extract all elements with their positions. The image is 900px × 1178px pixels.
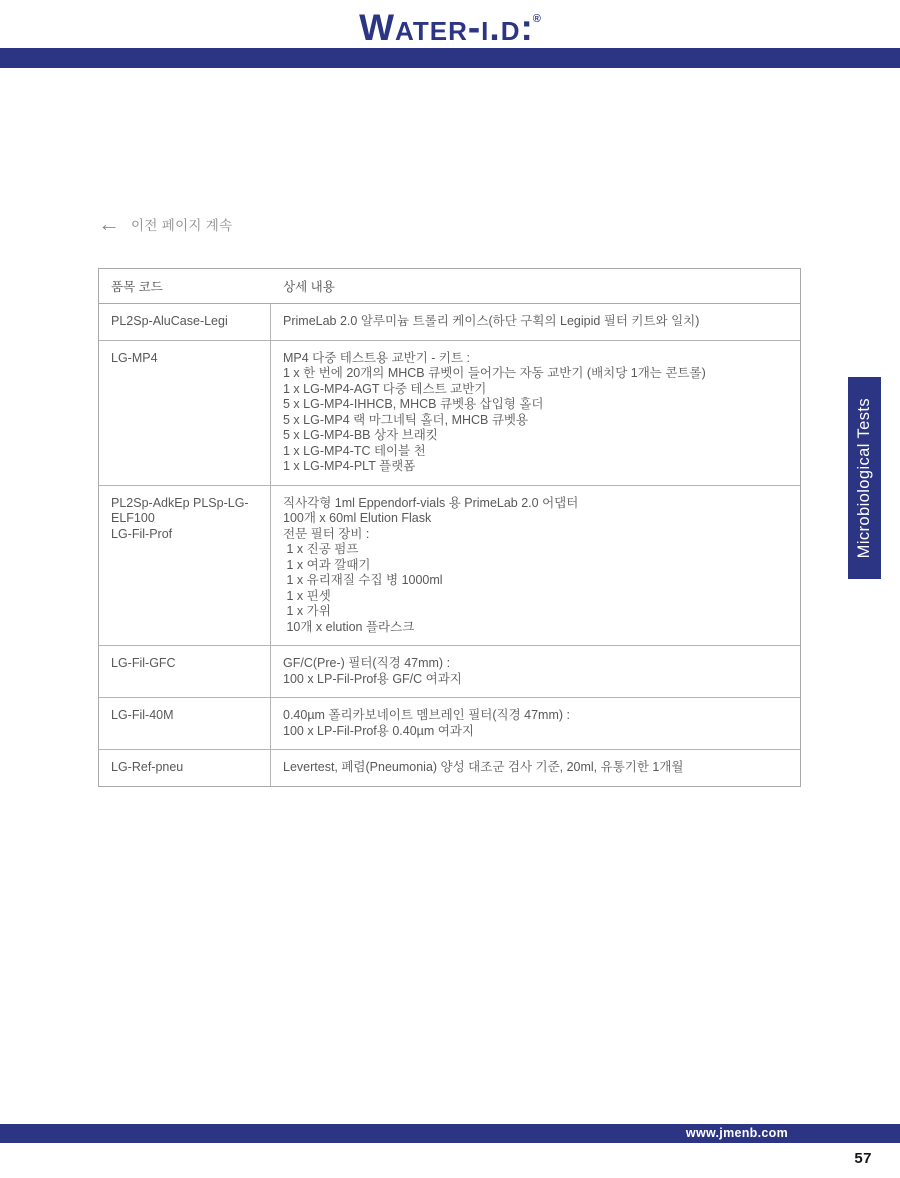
detail-line: 10개 x elution 플라스크 (283, 619, 415, 634)
table-row (99, 646, 800, 698)
detail-line: 0.40µm 폴리카보네이트 멤브레인 필터(직경 47mm) : (283, 708, 570, 722)
detail-line: 직사각형 1ml Eppendorf-vials 용 PrimeLab 2.0 어댑터 (283, 495, 579, 510)
detail-line: 1 x 유리재질 수집 병 1000ml (283, 573, 443, 587)
detail-line: 1 x 진공 펌프 (283, 542, 359, 556)
detail-line: 100개 x 60ml Elution Flask (283, 511, 432, 525)
item-detail-cell (271, 646, 800, 697)
table-row (99, 698, 800, 750)
detail-line: 100 x LP-Fil-Prof용 GF/C 여과지 (283, 671, 462, 686)
detail-line: GF/C(Pre-) 필터(직경 47mm) : (283, 656, 451, 670)
column-header-item-code: 품목 코드 (111, 280, 163, 294)
detail-line: 1 x LG-MP4-AGT 다중 테스트 교반기 (283, 381, 487, 396)
item-code-line: LG-MP4 (111, 350, 158, 365)
item-code-line: PL2Sp-AdkEp PLSp-LG- (111, 495, 249, 510)
detail-line: 1 x LG-MP4-PLT 플랫폼 (283, 459, 416, 473)
item-code-cell (99, 750, 271, 786)
item-code-line: LG-Ref-pneu (111, 760, 184, 774)
detail-line: 100 x LP-Fil-Prof용 0.40µm 여과지 (283, 723, 474, 738)
detail-line: 1 x LG-MP4-TC 테이블 천 (283, 443, 426, 458)
detail-line: 1 x 가위 (283, 604, 331, 618)
table-row (99, 304, 800, 341)
detail-line: Levertest, 폐렴(Pneumonia) 양성 대조군 검사 기준, 20ml, 유통기한 1개월 (283, 760, 684, 774)
continued-note (98, 213, 233, 235)
category-side-tab-label: Microbiological Tests (855, 397, 873, 559)
brand-wordmark-text: Water-i.d (359, 7, 521, 48)
detail-line: MP4 다중 테스트용 교반기 - 키트 : (283, 350, 471, 365)
item-detail-cell (271, 341, 800, 485)
detail-line: 5 x LG-MP4-BB 상자 브래킷 (283, 428, 438, 442)
table-row (99, 486, 800, 647)
item-code-cell (99, 486, 271, 646)
item-code-cell (99, 698, 271, 749)
table-row (99, 750, 800, 786)
header-divider-bar (0, 48, 900, 68)
brand-wordmark (359, 1, 541, 46)
detail-line: 전문 필터 장비 : (283, 526, 370, 541)
item-detail-cell (271, 486, 800, 646)
registered-trademark-icon: ® (532, 13, 541, 25)
category-side-tab (848, 377, 881, 579)
detail-line: 1 x 핀셋 (283, 588, 331, 603)
item-detail-cell (271, 304, 800, 340)
item-code-line: ELF100 (111, 511, 155, 525)
brand-wordmark-colon: : (520, 7, 533, 48)
item-code-line: PL2Sp-AluCase-Legi (111, 314, 228, 328)
item-code-cell (99, 341, 271, 485)
page-number: 57 (854, 1150, 872, 1167)
footer-bar (0, 1124, 900, 1143)
detail-line: 5 x LG-MP4 랙 마그네틱 홀더, MHCB 큐벳용 (283, 412, 529, 427)
back-arrow-icon: ← (98, 211, 120, 236)
table-body (99, 304, 800, 786)
detail-line: 5 x LG-MP4-IHHCB, MHCB 큐벳용 삽입형 홀더 (283, 397, 544, 411)
item-code-line: LG-Fil-40M (111, 708, 174, 722)
detail-line: 1 x 여과 깔때기 (283, 557, 371, 572)
table-header-row (99, 269, 800, 304)
website-link[interactable]: www.jmenb.com (685, 1126, 788, 1140)
item-detail-cell (271, 698, 800, 749)
item-detail-cell (271, 750, 800, 786)
continued-note-label: 이전 페이지 계속 (131, 218, 233, 233)
table-row (99, 341, 800, 486)
item-code-cell (99, 646, 271, 697)
item-code-cell (99, 304, 271, 340)
detail-line: 1 x 한 번에 20개의 MHCB 큐벳이 들어가는 자동 교반기 (배치당 1개는 콘트롤) (283, 366, 706, 380)
detail-line: PrimeLab 2.0 알루미늄 트롤리 케이스(하단 구획의 Legipid 필터 키트와 일치) (283, 314, 700, 328)
item-code-line: LG-Fil-Prof (111, 526, 173, 541)
item-code-line: LG-Fil-GFC (111, 656, 176, 670)
product-table (98, 268, 801, 787)
column-header-details: 상세 내용 (283, 280, 335, 294)
